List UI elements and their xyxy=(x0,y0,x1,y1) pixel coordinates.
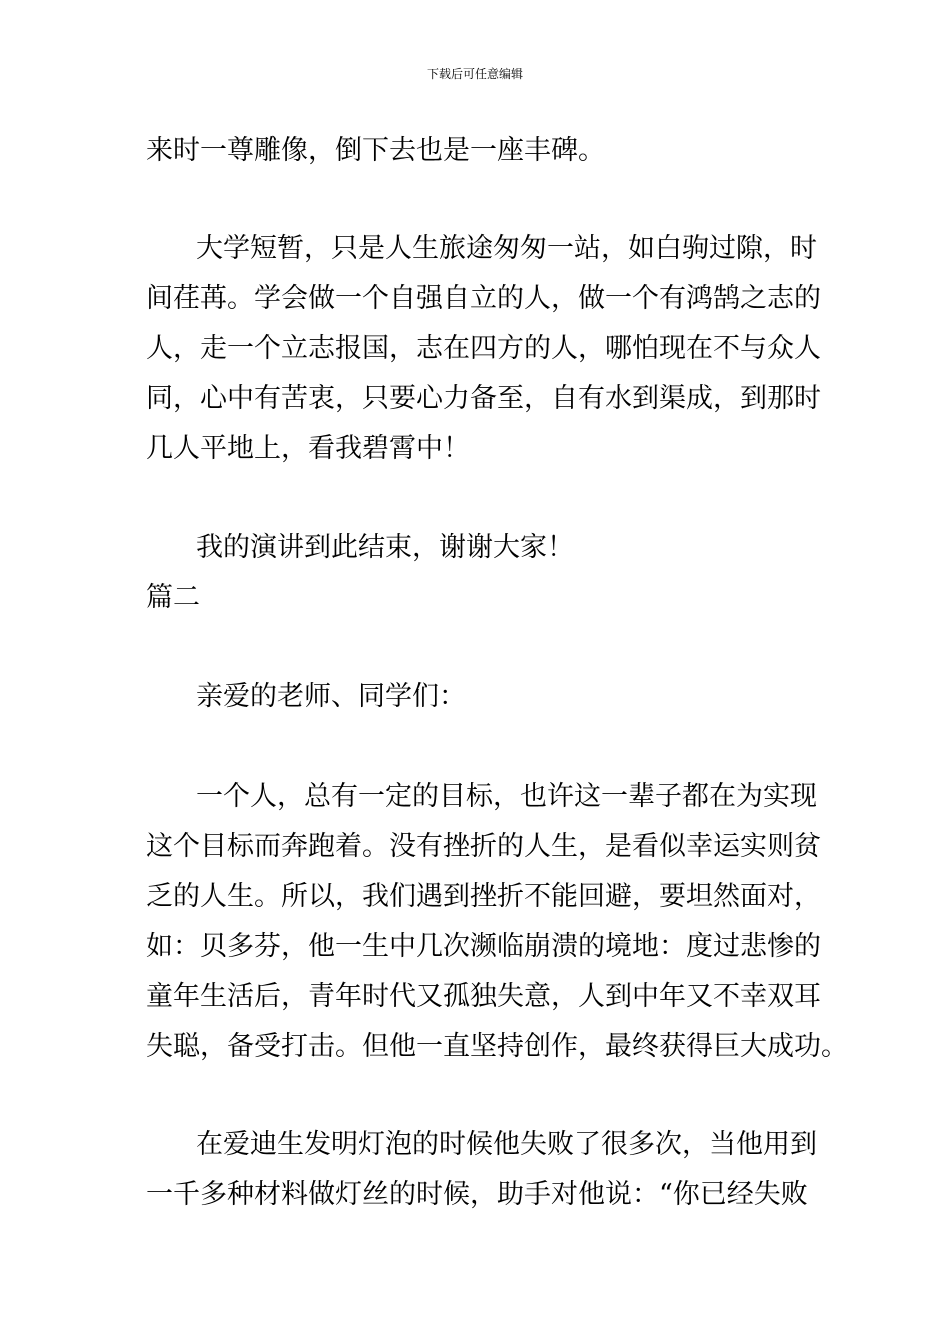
text-line: 来时一尊雕像，倒下去也是一座丰碑。 xyxy=(146,135,605,166)
text-line: 失聪，备受打击。但他一直坚持创作，最终获得巨大成功。 xyxy=(146,1031,848,1062)
text-line: 这个目标而奔跑着。没有挫折的人生，是看似幸运实则贫 xyxy=(146,831,821,862)
text-line: 同，心中有苦衷，只要心力备至，自有水到渠成，到那时 xyxy=(146,383,821,414)
page-header: 下载后可任意编辑 xyxy=(426,67,523,81)
text-line: 一千多种材料做灯丝的时候，助手对他说：“你已经失败 xyxy=(146,1179,808,1210)
section-heading: 篇二 xyxy=(146,582,200,613)
text-line: 间荏苒。学会做一个自强自立的人，做一个有鸿鹄之志的 xyxy=(146,283,821,314)
text-line: 乏的人生。所以，我们遇到挫折不能回避，要坦然面对， xyxy=(146,881,821,912)
text-line: 童年生活后，青年时代又孤独失意，人到中年又不幸双耳 xyxy=(146,981,821,1012)
text-line: 几人平地上，看我碧霄中！ xyxy=(146,433,470,464)
text-line: 一个人，总有一定的目标，也许这一辈子都在为实现 xyxy=(196,781,817,812)
salutation: 亲爱的老师、同学们： xyxy=(196,681,466,712)
text-line: 在爱迪生发明灯泡的时候他失败了很多次，当他用到 xyxy=(196,1129,817,1160)
text-line: 大学短暂，只是人生旅途匆匆一站，如白驹过隙，时 xyxy=(196,233,817,264)
text-line: 我的演讲到此结束，谢谢大家！ xyxy=(196,532,574,563)
text-line: 人，走一个立志报国，志在四方的人，哪怕现在不与众人 xyxy=(146,333,821,364)
text-line: 如：贝多芬，他一生中几次濒临崩溃的境地：度过悲惨的 xyxy=(146,931,821,962)
